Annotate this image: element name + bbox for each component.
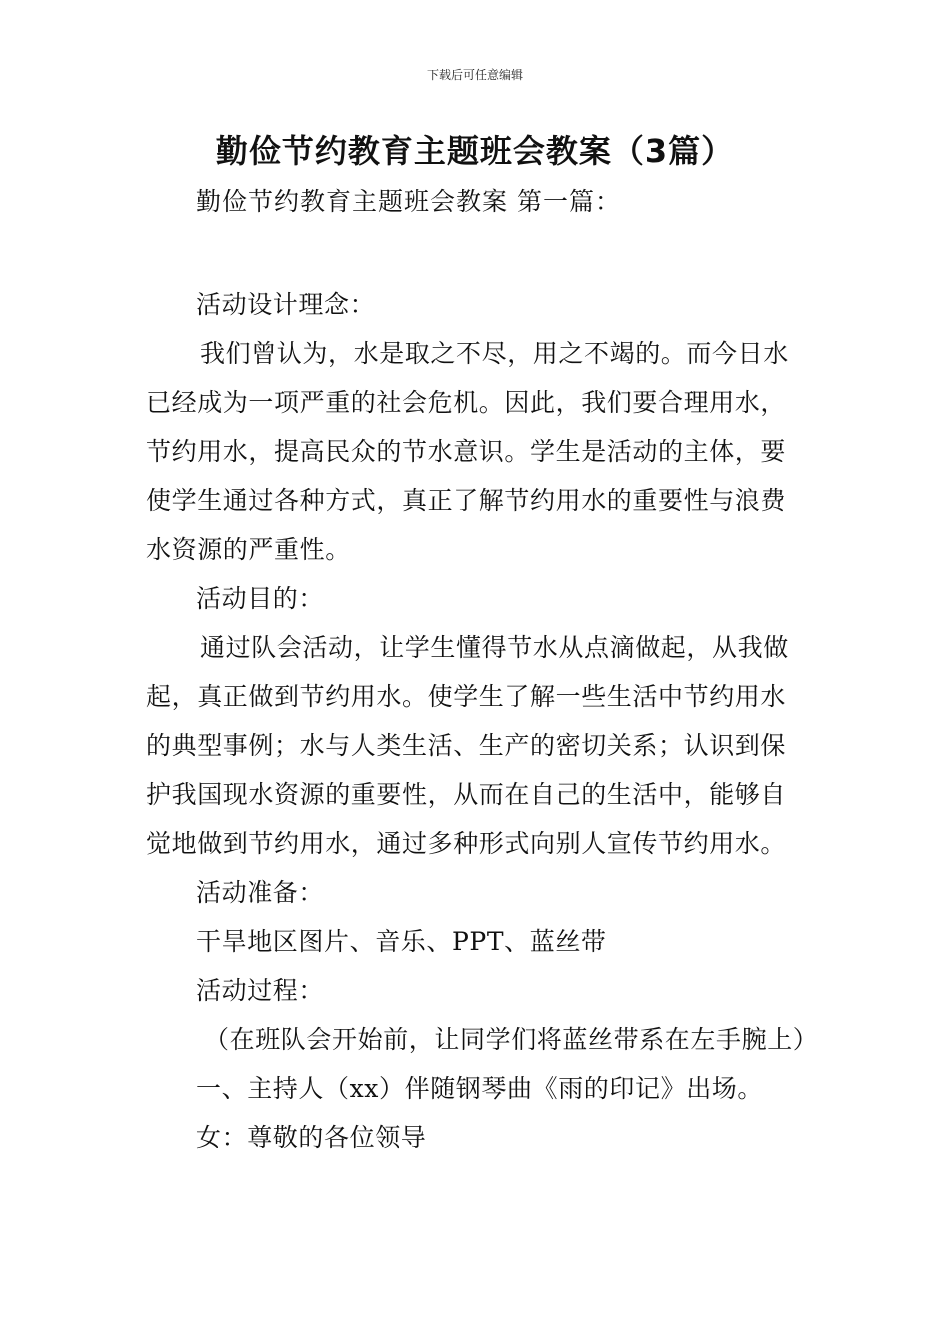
paragraph-purpose: 通过队会活动，让学生懂得节水从点滴做起，从我做起，真正做到节约用水。使学生了解一些生活中节约用水的典型事例；水与人类生活、生产的密切关系；认识到保护我国现水资源的重要性，从而在自己的生活中，能够自觉地做到节约用水，通过多种形式向别人宣传节约用水。 xyxy=(146,633,789,858)
document-subtitle: 勤俭节约教育主题班会教案 第一篇： xyxy=(196,187,621,216)
paragraph-process-note: （在班队会开始前，让同学们将蓝丝带系在左手腕上） xyxy=(204,1025,819,1054)
section-heading-design-concept: 活动设计理念： xyxy=(196,290,376,319)
section-heading-purpose: 活动目的： xyxy=(196,584,325,613)
section-heading-process: 活动过程： xyxy=(196,976,325,1005)
document-title: 勤俭节约教育主题班会教案（3篇） xyxy=(215,132,735,170)
paragraph-host-entrance: 一、主持人（xx）伴随钢琴曲《雨的印记》出场。 xyxy=(196,1074,763,1103)
document-body xyxy=(146,280,819,1162)
paragraph-preparation: 干旱地区图片、音乐、PPT、蓝丝带 xyxy=(196,927,607,956)
page-header-note: 下载后可任意编辑 xyxy=(426,68,523,82)
section-heading-preparation: 活动准备： xyxy=(196,878,325,907)
paragraph-design-concept: 我们曾认为，水是取之不尽，用之不竭的。而今日水已经成为一项严重的社会危机。因此，我们要合理用水，节约用水，提高民众的节水意识。学生是活动的主体，要使学生通过各种方式，真正了解节约用水的重要性与浪费水资源的严重性。 xyxy=(146,339,789,564)
paragraph-female-host-line: 女：尊敬的各位领导 xyxy=(196,1123,427,1152)
